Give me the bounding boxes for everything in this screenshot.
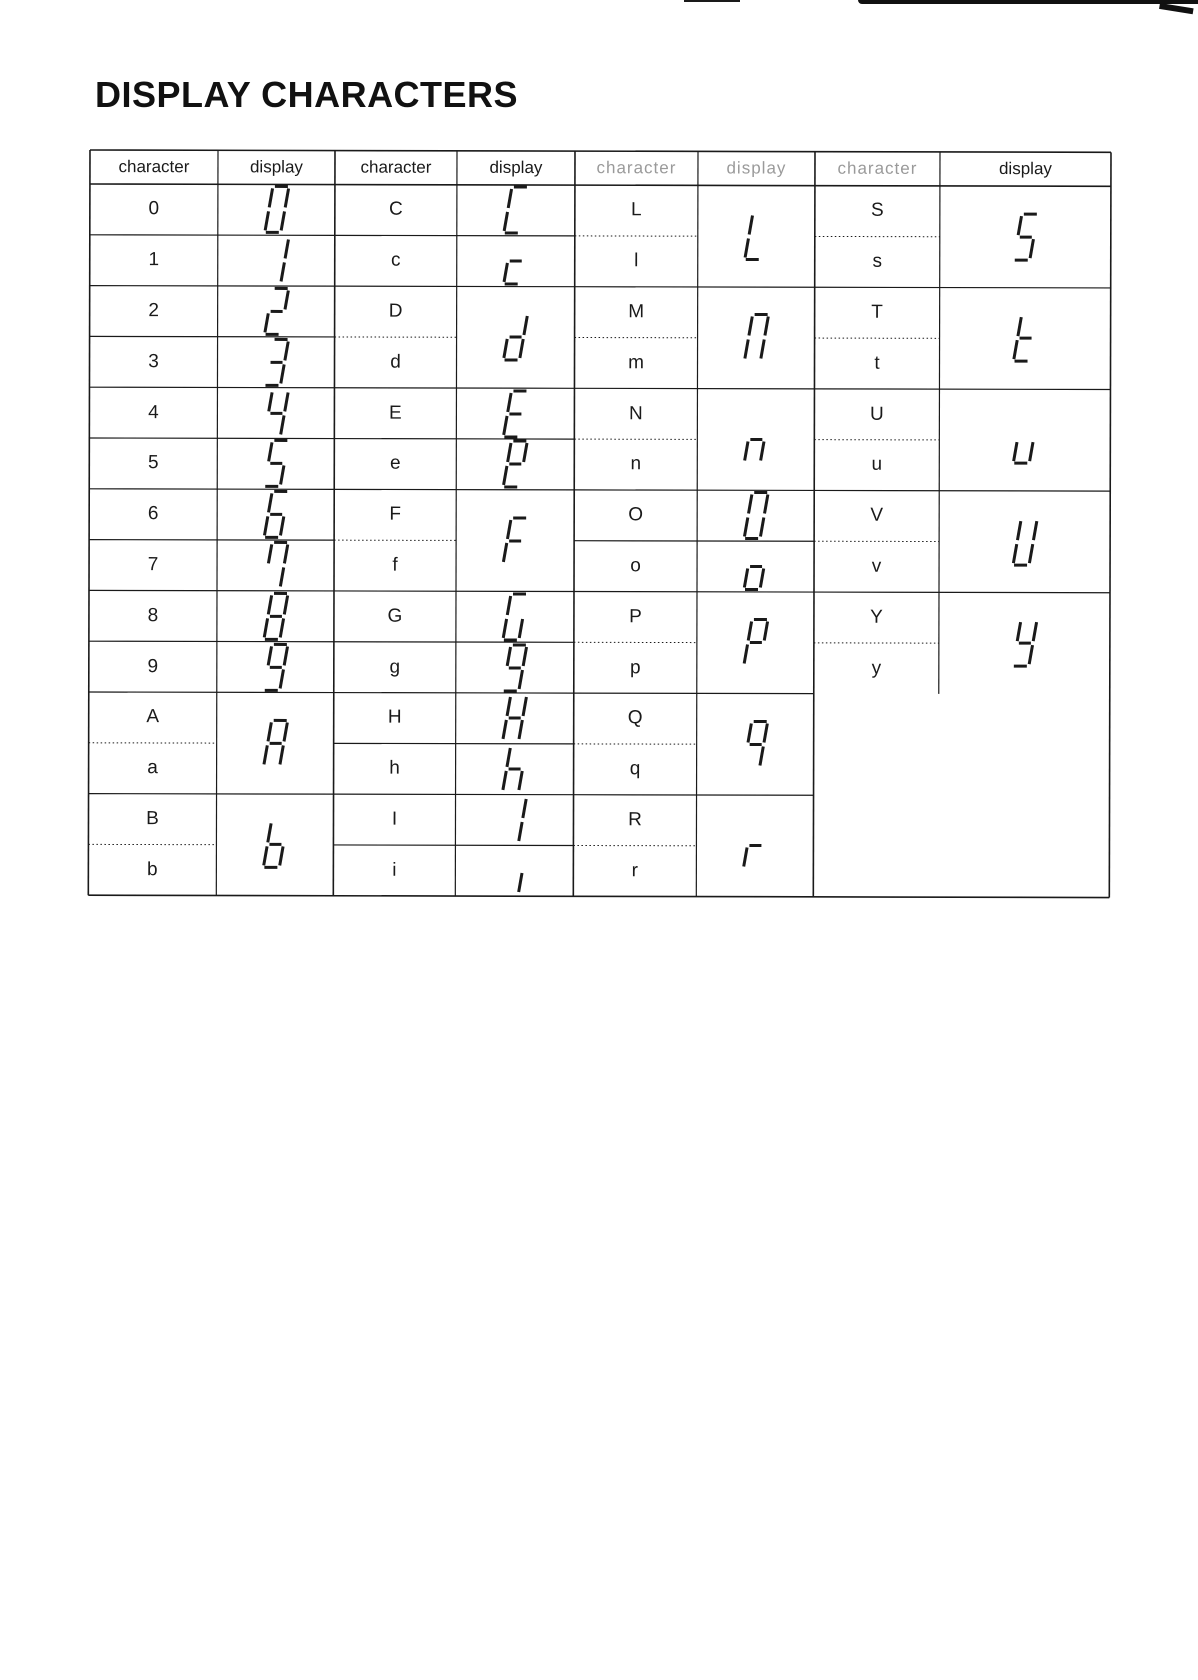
segment-c [280,618,283,637]
character-label: d [390,351,401,373]
segment-f [268,544,271,563]
character-label: n [630,453,642,475]
segment-f [748,495,751,514]
segment-e [503,720,506,739]
segment-f [268,646,271,665]
segment-c [759,746,762,765]
segment-c [519,670,522,689]
segment-e [745,238,748,257]
character-label: e [389,453,401,475]
segment-b [764,495,767,514]
character-label: D [388,300,403,322]
segment-e [263,745,266,764]
segment-c [519,619,522,638]
segment-f [268,443,271,462]
segment-f [748,622,751,641]
character-label: O [628,504,644,526]
character-label: 7 [147,554,159,576]
segment-b [285,189,288,208]
character-label: 0 [148,198,160,220]
seven-segment-glyph [736,308,776,368]
seven-segment-glyph [1005,410,1045,470]
scan-mark [684,0,740,2]
column-header-character: character [360,157,432,177]
segment-c [519,771,522,790]
segment-e [1013,340,1016,359]
column-header-display: display [726,158,787,178]
character-label: S [870,200,884,222]
character-label: G [387,605,403,627]
character-label: 6 [147,503,159,525]
character-label: 2 [148,300,159,322]
segment-b [284,595,287,614]
segment-c [279,847,282,866]
character-label: a [147,757,158,779]
character-label: T [871,301,883,323]
seven-segment-glyph [736,206,776,266]
segment-b [284,341,287,360]
segment-f [748,317,751,336]
segment-f [268,722,271,741]
column-header-character: character [837,158,918,178]
segment-e [503,771,506,790]
segment-e [504,263,507,282]
segment-e [504,339,507,358]
page-title: DISPLAY CHARACTERS [95,74,519,115]
character-label: t [874,352,880,374]
character-label: 5 [147,452,159,474]
scan-mark [1159,3,1194,14]
segment-f [1017,521,1020,540]
seven-segment-glyph [735,816,775,876]
segment-c [281,212,284,231]
segment-b [284,722,287,741]
segment-f [508,443,511,462]
segment-c [1029,645,1032,664]
character-label: m [628,352,644,374]
seven-segment-glyph [495,511,535,571]
segment-c [760,518,763,537]
segment-e [504,416,507,435]
segment-f [1018,216,1021,235]
column-header-display: display [489,157,543,178]
character-label: B [146,808,159,830]
seven-segment-glyph [736,409,776,469]
character-label: L [631,199,642,221]
segment-f [507,596,510,615]
character-label: g [389,656,401,678]
seven-segment-glyph [494,841,534,901]
segment-b [284,392,287,411]
segment-c [280,364,283,383]
character-label: M [628,301,645,323]
segment-f [268,392,271,411]
seven-segment-glyph [735,536,775,596]
segment-c [280,466,283,485]
segment-e [504,212,507,231]
segment-f [267,824,270,843]
segment-b [285,240,288,259]
seven-segment-glyph [735,714,775,774]
segment-b [284,290,287,309]
segment-e [1013,442,1016,461]
segment-c [760,340,763,359]
segment-e [1013,544,1016,563]
segment-f [507,748,510,767]
segment-c [1029,442,1032,461]
character-label: 4 [148,401,159,423]
character-label: H [387,707,402,729]
segment-b [764,723,767,742]
display-characters-table [88,150,1111,905]
segment-f [268,595,271,614]
segment-b [524,443,527,462]
segment-b [284,544,287,563]
segment-e [744,568,747,587]
segment-f [268,494,271,513]
segment-c [760,569,763,588]
segment-c [280,669,283,688]
segment-e [744,340,747,359]
segment-c [519,720,522,739]
segment-f [749,215,752,234]
segment-e [264,313,267,332]
character-label: h [389,757,400,779]
segment-f [1017,622,1020,641]
character-label: P [629,606,642,628]
seven-segment-glyph [255,713,295,773]
scan-mark [858,0,1198,4]
segment-c [760,442,763,461]
segment-c [280,415,283,434]
seven-segment-glyph [255,815,295,875]
segment-b [524,316,527,335]
table-rule [1109,152,1111,897]
character-label: F [389,503,401,525]
character-label: 1 [148,249,160,271]
segment-f [507,647,510,666]
segment-e [264,618,267,637]
segment-b [1033,622,1036,641]
segment-e [503,619,506,638]
character-label: c [390,249,401,271]
segment-e [503,543,506,562]
character-label: R [628,809,642,831]
seven-segment-glyph [1004,613,1044,673]
segment-b [284,646,287,665]
segment-e [743,848,746,867]
segment-b [1033,521,1036,540]
seven-segment-glyph [496,231,536,291]
seven-segment-glyph [735,613,775,673]
seven-segment-glyph [495,434,535,494]
column-header-character: character [118,157,190,177]
seven-segment-glyph [496,307,536,367]
segment-b [523,799,526,818]
character-label: I [391,808,398,830]
character-label: v [871,555,882,577]
character-label: A [146,706,160,728]
column-header-display: display [998,159,1052,179]
segment-f [507,520,510,539]
segment-f [1017,317,1020,336]
character-label: q [629,758,641,780]
segment-b [764,317,767,336]
segment-c [280,567,283,586]
character-label: Q [627,707,643,729]
column-header-display: display [249,157,303,177]
segment-f [269,189,272,208]
segment-e [744,645,747,664]
seven-segment-glyph [1005,512,1045,572]
segment-c [1030,239,1033,258]
segment-f [507,697,510,716]
character-label: N [629,402,643,424]
segment-f [508,393,511,412]
segment-c [280,517,283,536]
segment-c [519,873,522,892]
character-label: V [870,504,884,526]
character-label: 8 [147,604,159,626]
character-label: b [147,858,158,880]
segment-b [523,697,526,716]
seven-segment-glyph [255,637,295,697]
character-label: f [392,554,398,576]
character-label: Y [870,606,883,628]
seven-segment-glyph [1005,207,1045,267]
segment-e [744,518,747,537]
character-label: r [631,860,639,882]
segment-e [265,212,268,231]
character-label: p [630,656,641,678]
segment-e [263,847,266,866]
character-label: 3 [148,350,159,372]
character-label: o [630,555,641,577]
segment-c [279,745,282,764]
segment-f [508,189,511,208]
segment-c [519,822,522,841]
segment-f [748,723,751,742]
character-label: 9 [147,655,159,677]
segment-c [281,263,284,282]
segment-b [523,647,526,666]
segment-e [504,466,507,485]
character-label: i [392,859,397,881]
segment-c [1029,544,1032,563]
character-label: U [870,403,884,425]
character-label: l [634,250,639,272]
character-label: E [389,402,402,424]
character-label: y [871,657,882,679]
character-label: s [872,250,883,272]
segment-e [264,517,267,536]
character-label: u [871,454,883,476]
seven-segment-glyph [1005,308,1045,368]
column-header-character: character [596,158,677,178]
segment-e [744,441,747,460]
character-label: C [388,199,403,221]
segment-b [764,622,767,641]
segment-c [520,339,523,358]
